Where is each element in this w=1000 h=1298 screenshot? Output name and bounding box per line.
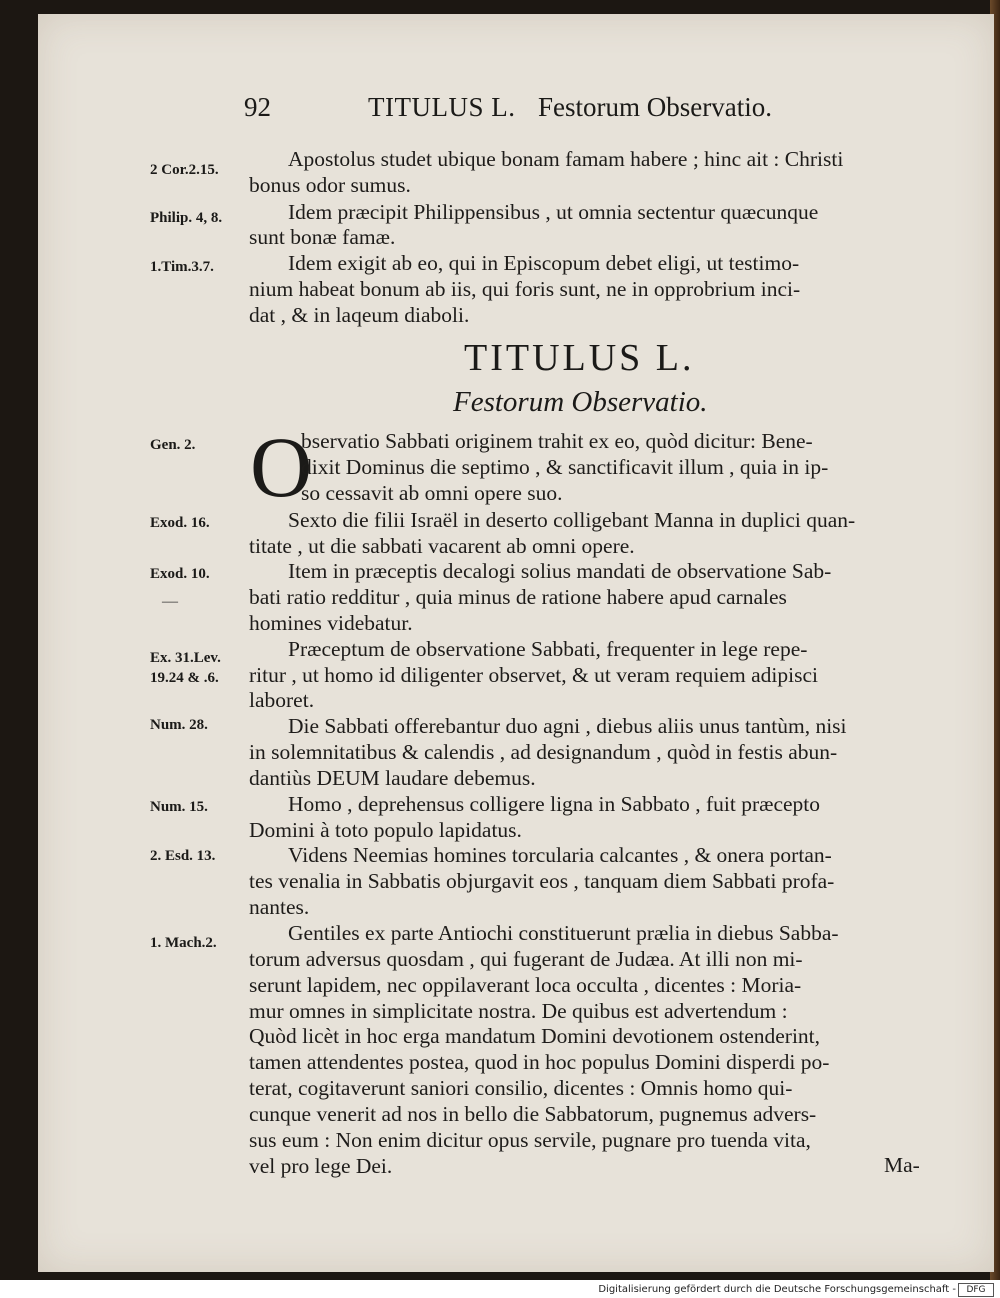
margin-ref: Gen. 2. [150, 437, 196, 453]
text-line: Quòd licèt in hoc erga mandatum Domini devotionem ostenderint, [249, 1024, 821, 1048]
text-line: Gentiles ex parte Antiochi constituerunt prælia in diebus Sabba- [288, 921, 839, 945]
text-line: Idem exigit ab eo, qui in Episcopum debet eligi, ut testimo- [288, 251, 800, 275]
chapter-subtitle: Festorum Observatio. [453, 386, 708, 418]
text-line: sunt bonæ famæ. [249, 225, 396, 249]
page-number: 92 [244, 92, 271, 122]
text-line: Idem præcipit Philippensibus , ut omnia sectentur quæcunque [288, 200, 819, 224]
text-line: homines videbatur. [249, 611, 413, 635]
running-title: TITULUS L. [368, 92, 516, 122]
margin-ref: Ex. 31.Lev. [150, 650, 221, 666]
drop-cap: O [250, 419, 313, 515]
text-line: in solemnitatibus & calendis , ad designandum , quòd in festis abun- [249, 740, 838, 764]
text-line: Videns Neemias homines torcularia calcantes , & onera portan- [288, 843, 832, 867]
text-line: Die Sabbati offerebantur duo agni , diebus aliis unus tantùm, nisi [288, 714, 847, 738]
margin-ref: 1.Tim.3.7. [150, 259, 214, 275]
text-line: mur omnes in simplicitate nostra. De quibus est advertendum : [249, 999, 788, 1023]
margin-ref: Exod. 10. [150, 566, 210, 582]
text-line: tamen attendentes postea, quod in hoc populus Domini disperdi po- [249, 1050, 830, 1074]
text-line: ritur , ut homo id diligenter observet, & ut veram requiem adipisci [249, 663, 819, 687]
text-line: Apostolus studet ubique bonam famam habere ; hinc ait : Christi [288, 147, 844, 171]
margin-ref: Num. 28. [150, 717, 208, 733]
margin-ref: 2 Cor.2.15. [150, 162, 219, 178]
margin-dash: — [162, 593, 178, 610]
margin-ref: 19.24 & .6. [150, 670, 219, 686]
text-line: cunque venerit ad nos in bello die Sabbatorum, pugnemus advers- [249, 1102, 817, 1126]
text-line: dixit Dominus die septimo , & sanctificavit illum , quia in ip- [301, 455, 829, 479]
text-line: laboret. [249, 688, 315, 712]
text-line: serunt lapidem, nec oppilaverant loca occulta , dicentes : Moria- [249, 973, 802, 997]
text-line: sus eum : Non enim dicitur opus servile, pugnare pro tuenda vita, [249, 1128, 811, 1152]
text-line: bonus odor sumus. [249, 173, 411, 197]
text-line: dantiùs DEUM laudare debemus. [249, 766, 536, 790]
margin-ref: 2. Esd. 13. [150, 848, 216, 864]
catchword: Ma- [884, 1153, 920, 1177]
text-line: titate , ut die sabbati vacarent ab omni opere. [249, 534, 635, 558]
text-line: terat, cogitaverunt saniori consilio, dicentes : Omnis homo qui- [249, 1076, 793, 1100]
running-header [244, 92, 924, 132]
margin-ref: 1. Mach.2. [150, 935, 217, 951]
text-line: Item in præceptis decalogi solius mandati de observatione Sab- [288, 559, 832, 583]
margin-ref: Philip. 4, 8. [150, 210, 223, 226]
text-line: dat , & in laqeum diaboli. [249, 303, 470, 327]
text-line: bservatio Sabbati originem trahit ex eo, quòd dicitur: Bene- [301, 429, 813, 453]
text-line: Domini à toto populo lapidatus. [249, 818, 522, 842]
text-line: bati ratio redditur , quia minus de ratione habere apud carnales [249, 585, 787, 609]
text-line: Homo , deprehensus colligere ligna in Sabbato , fuit præcepto [288, 792, 820, 816]
text-line: tes venalia in Sabbatis objurgavit eos , tanquam diem Sabbati profa- [249, 869, 835, 893]
footer-credit: Digitalisierung gefördert durch die Deutsche Forschungsgemeinschaft - [598, 1284, 956, 1295]
running-subtitle: Festorum Observatio. [538, 92, 772, 122]
text-line: so cessavit ab omni opere suo. [301, 481, 563, 505]
margin-ref: Num. 15. [150, 799, 208, 815]
chapter-title: TITULUS L. [464, 337, 695, 379]
text-line: vel pro lege Dei. [249, 1154, 393, 1178]
text-line: torum adversus quosdam , qui fugerant de Judæa. At illi non mi- [249, 947, 803, 971]
text-line: nium habeat bonum ab iis, qui foris sunt, ne in opprobrium inci- [249, 277, 801, 301]
text-line: Præceptum de observatione Sabbati, frequenter in lege repe- [288, 637, 808, 661]
text-line: Sexto die filii Israël in deserto colligebant Manna in duplici quan- [288, 508, 856, 532]
margin-ref: Exod. 16. [150, 515, 210, 531]
dfg-logo: DFG [958, 1283, 994, 1297]
text-line: nantes. [249, 895, 310, 919]
